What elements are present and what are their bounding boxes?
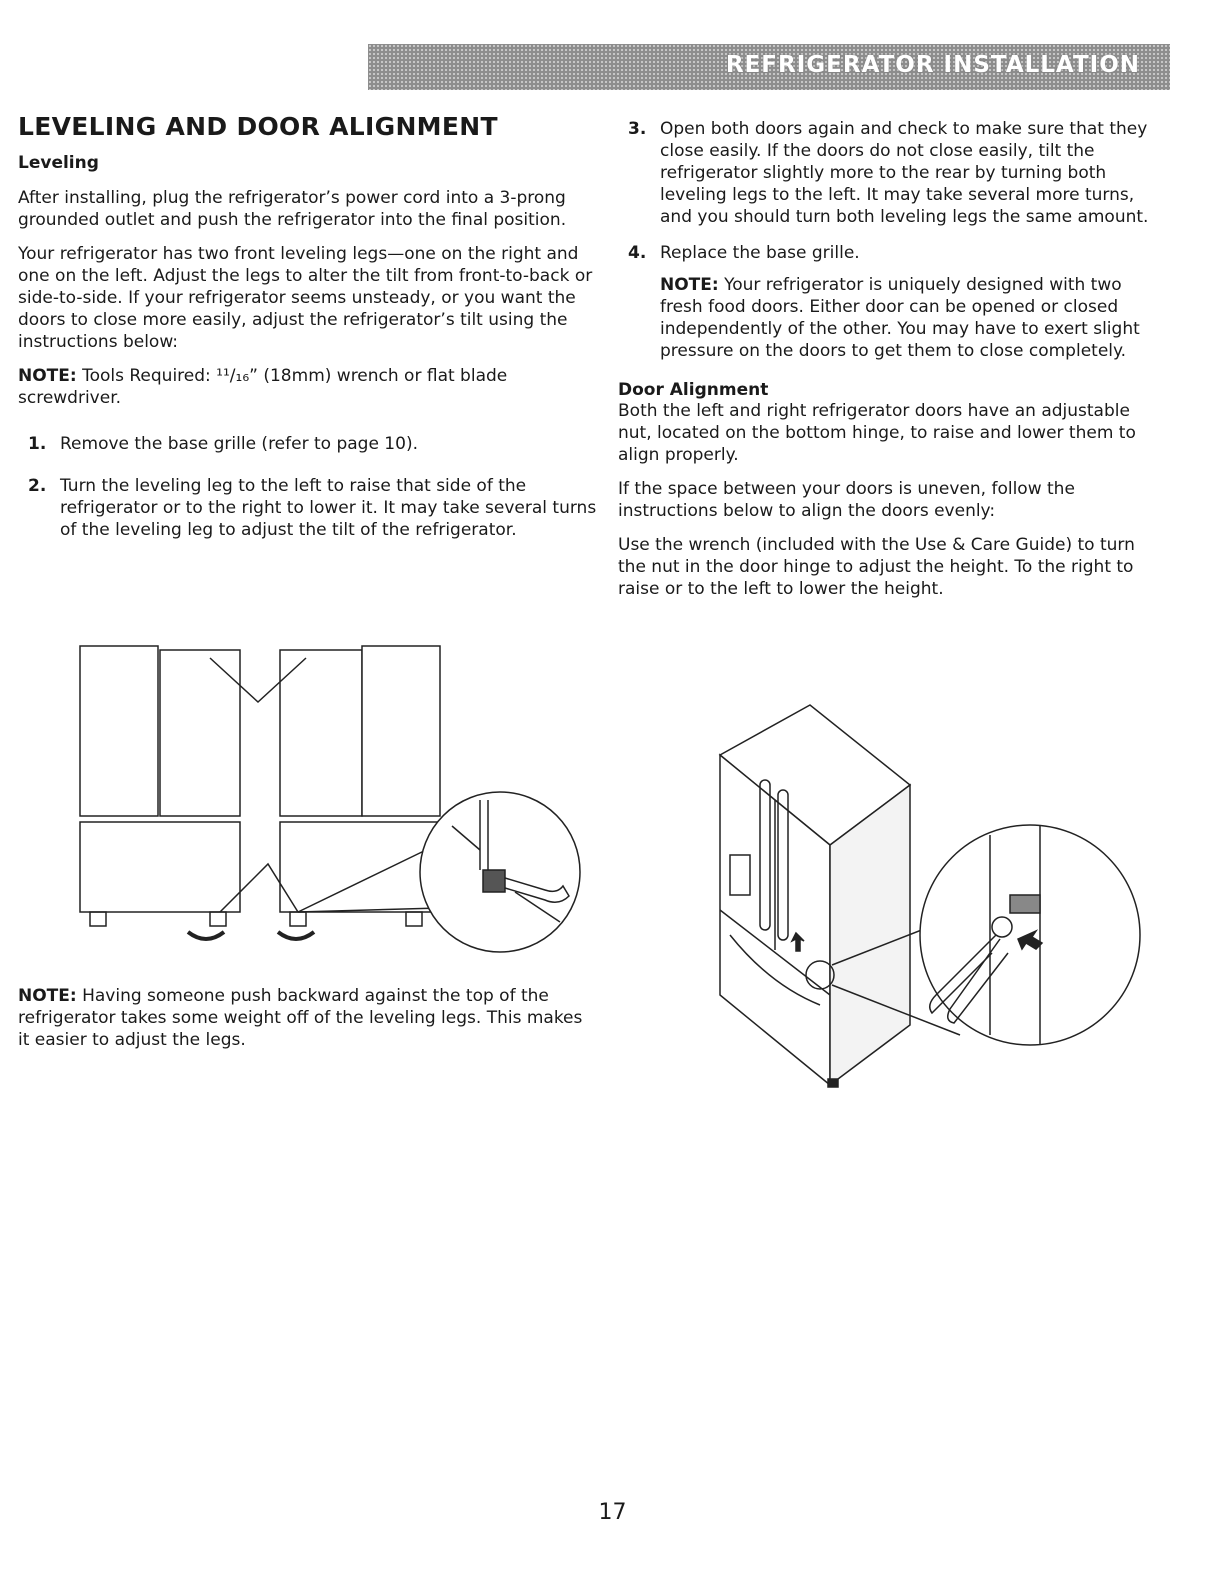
door-alignment-subtitle: Door Alignment (618, 380, 769, 400)
step-text: Turn the leveling leg to the left to raise that side of the refrigerator or to the right to lower it. It may take several turns of the leveling leg to adjust the tilt of the refrigerator. (60, 476, 597, 540)
step-item (18, 475, 598, 541)
push-note (18, 985, 598, 1051)
door-alignment-paragraph-1: Both the left and right refrigerator doors have an adjustable nut, located on the bottom hinge, to raise and lower them to align properly. (618, 401, 1136, 465)
leveling-steps (18, 433, 598, 541)
step-item (18, 433, 598, 455)
left-column (18, 112, 598, 555)
step-item (618, 118, 1168, 228)
leveling-intro-paragraph: After installing, plug the refrigerator’s power cord into a 3-prong grounded outlet and push the refrigerator into the final position. (18, 188, 567, 230)
step-number: 4. (628, 243, 647, 263)
door-alignment-illustration (700, 695, 1150, 1095)
tools-note (18, 365, 598, 409)
note-label: NOTE: (18, 366, 77, 386)
left-bottom-note (18, 985, 598, 1063)
leveling-legs-paragraph: Your refrigerator has two front leveling legs—one on the right and one on the left. Adjust the legs to alter the tilt from front-to-back or side-to-side. If your refrigerator seems unsteady, or you want the doors to close more easily, adjust the refrigerator’s tilt using the instructions below: (18, 244, 593, 352)
note-text: Having someone push backward against the top of the refrigerator takes some weight off of the leveling legs. This makes it easier to adjust the legs. (18, 986, 583, 1050)
step-text: Replace the base grille. (660, 243, 860, 263)
doors-note (660, 274, 1168, 362)
leveling-subtitle: Leveling (18, 153, 99, 173)
leveling-illustration (70, 640, 590, 960)
section-banner (368, 44, 1170, 90)
step-number: 2. (28, 476, 47, 496)
door-steps (618, 118, 1168, 362)
section-banner-title: REFRIGERATOR INSTALLATION (725, 52, 1140, 78)
step-number: 3. (628, 119, 647, 139)
step-number: 1. (28, 434, 47, 454)
note-text: Tools Required: ¹¹/₁₆” (18mm) wrench or flat blade screwdriver. (18, 366, 508, 408)
step-text: Open both doors again and check to make sure that they close easily. If the doors do not close easily, tilt the refrigerator slightly more to the rear by turning both leveling legs to the left. It may take several more turns, and you should turn both leveling legs the same amount. (660, 119, 1149, 227)
step-text: Remove the base grille (refer to page 10). (60, 434, 418, 454)
right-column (618, 118, 1168, 612)
note-label: NOTE: (660, 275, 719, 295)
note-label: NOTE: (18, 986, 77, 1006)
door-alignment-paragraph-2: If the space between your doors is uneven, follow the instructions below to align the doors evenly: (618, 479, 1075, 521)
page-title: LEVELING AND DOOR ALIGNMENT (18, 112, 498, 141)
note-text: Your refrigerator is uniquely designed with two fresh food doors. Either door can be opened or closed independently of the other. You may have to exert slight pressure on the doors to get them to close completely. (660, 275, 1140, 361)
step-item (618, 242, 1168, 362)
page-number: 17 (598, 1500, 627, 1525)
door-alignment-paragraph-3: Use the wrench (included with the Use & Care Guide) to turn the nut in the door hinge to adjust the height. To the right to raise or to the left to lower the height. (618, 535, 1135, 599)
